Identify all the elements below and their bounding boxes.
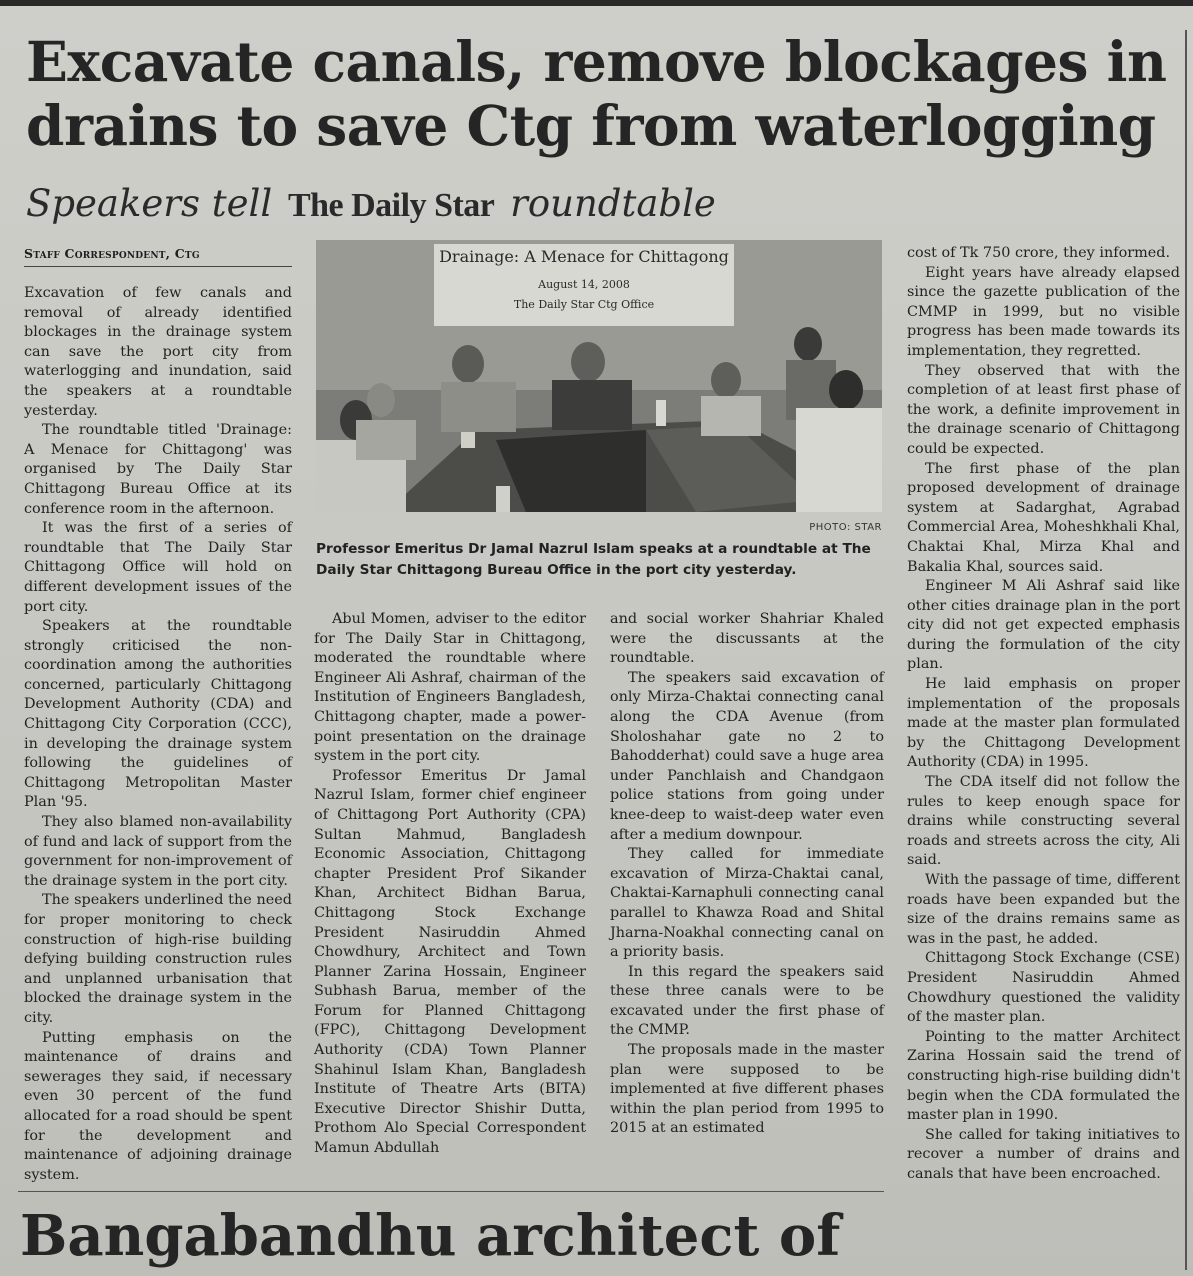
paragraph: Pointing to the matter Architect Zarina Hossain said the trend of constructing high-rise building didn't begin when the CDA formulated the master plan in 1990.: [907, 1028, 1180, 1124]
paragraph: The roundtable titled 'Drainage: A Menace for Chittagong' was organised by The Daily Star Chittagong Bureau Office at its conference room in the afternoon.: [24, 422, 292, 517]
paragraph: They observed that with the completion of at least first phase of the work, a definite improvement in the drainage scenario of Chittagong could be expected.: [907, 362, 1180, 457]
paragraph: Eight years have already elapsed since the gazette publication of the CMMP in 1999, but no visible progress has been made towards its implementation, they regretted.: [907, 264, 1180, 359]
column-divider: [1185, 30, 1187, 1270]
paragraph: They called for immediate excavation of Mirza-Chaktai canal, Chaktai-Karnaphuli connecting canal parallel to Khawza Road and Shital Jharna-Noakhal connecting canal on a priority basis.: [610, 846, 884, 961]
next-article-headline: Bangabandhu architect of: [20, 1203, 841, 1269]
column-4: [907, 244, 1180, 1185]
paragraph: He laid emphasis on proper implementation of the proposals made at the master plan formulated by the Chittagong Development Authority (CDA) in 1995.: [907, 676, 1180, 771]
subheadline: [26, 182, 926, 228]
paragraph: Professor Emeritus Dr Jamal Nazrul Islam, former chief engineer of Chittagong Port Authority (CPA) Sultan Mahmud, Bangladesh Economic Association, Chittagong chapter President Prof Sikander Khan, Architect Bidhan Barua, Chittagong Stock Exchange President Nasiruddin Ahmed Chowdhury, Architect and Town Planner Zarina Hossain, Engineer Subhash Barua, member of the Forum for Planned Chittagong (FPC), Chittagong Development Authority (CDA) Town Planner Shahinul Islam Khan, Bangladesh Institute of Theatre Arts (BITA) Executive Director Shishir Dutta, Prothom Alo Special Correspondent Mamun Abdullah: [314, 767, 586, 1157]
section-divider: [18, 1191, 884, 1192]
headline-line-1: Excavate canals, remove blockages in: [26, 29, 1167, 94]
paragraph: Engineer M Ali Ashraf said like other cities drainage plan in the port city did not get expected emphasis during the formulation of the city plan.: [907, 578, 1180, 673]
masthead-logo: The Daily Star: [287, 187, 495, 224]
photo-credit: PHOTO: STAR: [809, 522, 882, 533]
paragraph: Abul Momen, adviser to the editor for The Daily Star in Chittagong, moderated the roundtable where Engineer Ali Ashraf, chairman of the Institution of Engineers Bangladesh, Chittagong chapter, made a power-point presentation on the drainage system in the port city.: [314, 611, 586, 765]
news-photo: [316, 240, 882, 512]
paragraph: The proposals made in the master plan were supposed to be implemented at five different phases within the plan period from 1995 to 2015 at an estimated: [610, 1042, 884, 1137]
paragraph: Excavation of few canals and removal of already identified blockages in the drainage system can save the port city from waterlogging and inundation, said the speakers at a roundtable yesterday.: [24, 285, 292, 419]
paragraph: The speakers said excavation of only Mirza-Chaktai connecting canal along the CDA Avenue (from Sholoshahar gate no 2 to Bahodderhat) could save a huge area under Panchlaish and Chandgaon police stations from going under knee-deep to waist-deep water even after a medium downpour.: [610, 669, 884, 843]
column-2: [314, 610, 586, 1159]
paragraph: In this regard the speakers said these three canals were to be excavated under the first phase of the CMMP.: [610, 963, 884, 1039]
paragraph: Chittagong Stock Exchange (CSE) President Nasiruddin Ahmed Chowdhury questioned the validity of the master plan.: [907, 950, 1180, 1026]
paragraph: Putting emphasis on the maintenance of drains and sewerages they said, if necessary even 30 percent of the fund allocated for a road should be spent for the development and maintenance of adjoining drainage system.: [24, 1029, 292, 1183]
banner-title: Drainage: A Menace for Chittagong: [439, 247, 729, 266]
photo-caption: Professor Emeritus Dr Jamal Nazrul Islam speaks at a roundtable at The Daily Star Chittagong Bureau Office in the port city yesterday.: [316, 541, 871, 578]
paragraph: Speakers at the roundtable strongly criticised the non-coordination among the authorities concerned, particularly Chittagong Development Authority (CDA) and Chittagong City Corporation (CCC), in developing the drainage system following the guidelines of Chittagong Metropolitan Master Plan '95.: [24, 618, 292, 811]
roundtable-photo: [316, 240, 882, 512]
subhead-tail: roundtable: [510, 182, 716, 225]
banner-venue: The Daily Star Ctg Office: [513, 298, 655, 311]
paragraph: With the passage of time, different roads have been expanded but the size of the drains remains same as was in the past, he added.: [907, 872, 1180, 947]
paragraph: She called for taking initiatives to recover a number of drains and canals that have been encroached.: [907, 1126, 1180, 1182]
column-3: [610, 610, 884, 1139]
headline: [26, 30, 1186, 158]
subhead-lead: Speakers tell: [26, 182, 273, 225]
byline: Staff Correspondent, Ctg: [24, 246, 292, 267]
paragraph: The CDA itself did not follow the rules to keep enough space for drains while constructing several roads and streets across the city, Ali said.: [907, 774, 1180, 869]
headline-line-2: drains to save Ctg from waterlogging: [26, 93, 1156, 158]
paragraph: They also blamed non-availability of fund and lack of support from the government for non-improvement of the drainage system in the port city.: [24, 814, 292, 889]
paragraph: The speakers underlined the need for proper monitoring to check construction of high-rise building defying building construction rules and unplanned urbanisation that blocked the drainage system in the city.: [24, 892, 292, 1026]
banner-date: August 14, 2008: [538, 278, 630, 291]
paragraph: The first phase of the plan proposed development of drainage system at Sadarghat, Agrabad Commercial Area, Moheshkhali Khal, Chaktai Khal, Mirza Khal and Bakalia Khal, sources said.: [907, 460, 1180, 575]
column-1: [24, 284, 292, 1185]
top-rule: [0, 0, 1193, 6]
paragraph: cost of Tk 750 crore, they informed.: [907, 245, 1171, 261]
paragraph: and social worker Shahriar Khaled were the discussants at the roundtable.: [610, 611, 884, 667]
paragraph: It was the first of a series of roundtable that The Daily Star Chittagong Office will hold on different development issues of the port city.: [24, 520, 292, 615]
